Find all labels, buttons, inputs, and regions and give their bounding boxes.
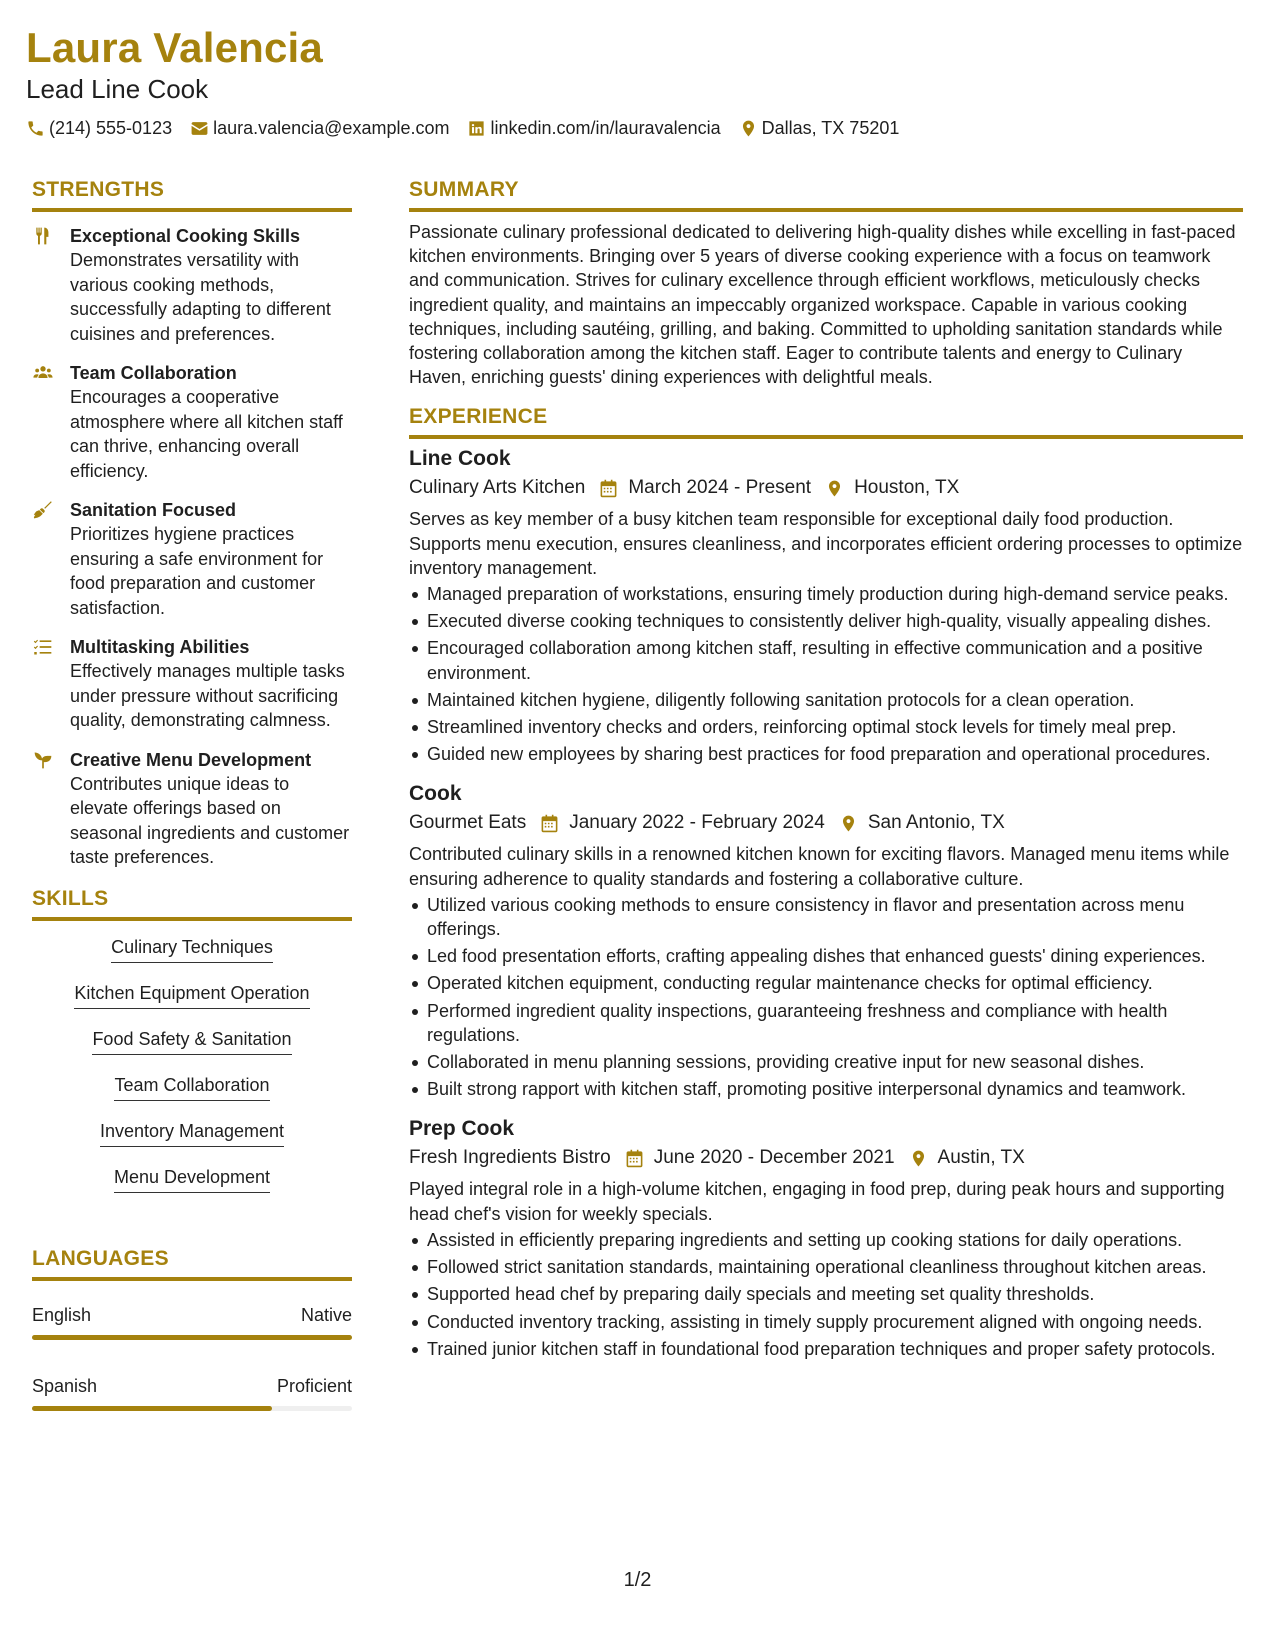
job-bullet: Collaborated in menu planning sessions, providing creative input for new seasonal dishes.	[409, 1050, 1243, 1074]
location-text: Dallas, TX 75201	[761, 118, 900, 138]
skills-heading: SKILLS	[32, 885, 352, 921]
language-item	[32, 1303, 352, 1340]
strength-text: Prioritizes hygiene practices ensuring a safe environment for food preparation and customer satisfaction.	[70, 524, 324, 618]
language-bar	[32, 1406, 352, 1411]
job-dates: March 2024 - Present	[628, 477, 812, 499]
language-bar-fill	[32, 1335, 352, 1340]
users-icon	[32, 363, 54, 383]
strength-heading: Multitasking Abilities	[70, 637, 250, 657]
strengths-heading: STRENGTHS	[32, 176, 352, 212]
language-bar-fill	[32, 1406, 272, 1411]
job-title: Line Cook	[409, 447, 511, 471]
strength-text: Effectively manages multiple tasks under pressure without sacrificing quality, demonstrating calmness.	[70, 661, 345, 730]
job-bullet: Performed ingredient quality inspections, guaranteeing freshness and compliance with health regulations.	[409, 999, 1243, 1047]
summary-section	[409, 176, 1243, 389]
skill-tag: Menu Development	[114, 1165, 270, 1193]
broom-icon	[32, 500, 54, 520]
language-name: English	[32, 1304, 92, 1325]
job-bullet: Trained junior kitchen staff in foundational food preparation techniques and proper safety protocols.	[409, 1337, 1243, 1361]
strength-heading: Exceptional Cooking Skills	[70, 226, 301, 246]
skills-section	[32, 885, 352, 1211]
contact-email[interactable]	[190, 116, 449, 140]
contact-phone[interactable]	[26, 116, 172, 140]
job-location: Houston, TX	[854, 477, 960, 499]
strength-item	[32, 224, 352, 346]
language-level: Native	[300, 1304, 352, 1325]
strength-text: Encourages a cooperative atmosphere where all kitchen staff can thrive, enhancing overall efficiency.	[70, 387, 343, 481]
job-entry	[409, 780, 1243, 1101]
language-name: Spanish	[32, 1375, 98, 1396]
utensils-icon	[32, 226, 54, 246]
skill-tag: Kitchen Equipment Operation	[74, 981, 309, 1009]
phone-icon	[26, 119, 45, 138]
job-company: Fresh Ingredients Bistro	[409, 1147, 611, 1169]
right-column	[409, 176, 1243, 1375]
job-bullet: Utilized various cooking methods to ensure consistency in flavor and presentation across menu offerings.	[409, 893, 1243, 941]
strength-heading: Team Collaboration	[70, 363, 237, 383]
job-description: Contributed culinary skills in a renowned kitchen known for exciting flavors. Managed menu items while ensuring adherence to quality standards and fostering a collaborative culture.	[409, 844, 1230, 889]
strength-item	[32, 748, 352, 870]
contact-bar	[26, 116, 1249, 140]
strength-item	[32, 635, 352, 733]
job-title: Prep Cook	[409, 1117, 515, 1141]
job-company: Culinary Arts Kitchen	[409, 477, 586, 499]
job-dates: June 2020 - December 2021	[653, 1147, 895, 1169]
calendar-icon	[540, 814, 559, 833]
strengths-section	[32, 176, 352, 870]
experience-heading: EXPERIENCE	[409, 403, 1243, 439]
email-text: laura.valencia@example.com	[213, 118, 450, 138]
language-item	[32, 1374, 352, 1411]
contact-location	[739, 116, 900, 140]
languages-section	[32, 1245, 352, 1411]
map-pin-icon	[825, 479, 844, 498]
envelope-icon	[190, 119, 209, 138]
job-dates: January 2022 - February 2024	[569, 812, 825, 834]
summary-heading: SUMMARY	[409, 176, 1243, 212]
seedling-icon	[32, 750, 54, 770]
summary-text: Passionate culinary professional dedicated to delivering high-quality dishes while excelling in fast-paced kitchen environments. Bringing over 5 years of diverse cooking experience with a focus on teamwork and communication. Strives for culinary excellence through efficient workflows, meticulously checks ingredient quality, and maintains an impeccably organized workspace. Capable in various cooking techniques, including sautéing, grilling, and baking. Committed to upholding sanitation standards while fostering collaboration among the kitchen staff. Eager to contribute talents and energy to Culinary Haven, enriching guests' dining experiences with delightful meals.	[409, 222, 1236, 388]
contact-linkedin[interactable]	[467, 116, 720, 140]
job-bullet: Followed strict sanitation standards, maintaining operational cleanliness throughout kitchen areas.	[409, 1255, 1243, 1279]
left-column	[32, 176, 352, 1411]
job-entry	[409, 1115, 1243, 1360]
strength-text: Demonstrates versatility with various cooking methods, successfully adapting to different cuisines and preferences.	[70, 250, 331, 344]
skill-tag: Team Collaboration	[114, 1073, 269, 1101]
job-bullet: Managed preparation of workstations, ensuring timely production during high-demand service peaks.	[409, 582, 1243, 606]
job-bullet: Led food presentation efforts, crafting appealing dishes that enhanced guests' dining experiences.	[409, 944, 1243, 968]
job-company: Gourmet Eats	[409, 812, 527, 834]
calendar-icon	[599, 479, 618, 498]
languages-heading: LANGUAGES	[32, 1245, 352, 1281]
language-level: Proficient	[276, 1375, 352, 1396]
resume-header	[26, 22, 1249, 140]
candidate-title: Lead Line Cook	[26, 74, 209, 104]
job-title: Cook	[409, 782, 462, 806]
map-pin-icon	[739, 119, 758, 138]
job-bullet: Conducted inventory tracking, assisting in timely supply procurement aligned with ongoing needs.	[409, 1310, 1243, 1334]
job-description: Played integral role in a high-volume kitchen, engaging in food prep, during peak hours and supporting head chef's vision for weekly specials.	[409, 1179, 1225, 1224]
job-bullet: Encouraged collaboration among kitchen staff, resulting in effective communication and a positive environment.	[409, 636, 1243, 684]
candidate-name: Laura Valencia	[26, 24, 323, 71]
job-bullet: Operated kitchen equipment, conducting regular maintenance checks for optimal efficiency.	[409, 971, 1243, 995]
job-bullet: Executed diverse cooking techniques to consistently deliver high-quality, visually appealing dishes.	[409, 609, 1243, 633]
job-entry	[409, 445, 1243, 766]
language-bar	[32, 1335, 352, 1340]
strength-item	[32, 498, 352, 620]
strength-item	[32, 361, 352, 483]
phone-text: (214) 555-0123	[49, 118, 173, 138]
linkedin-icon	[467, 119, 486, 138]
job-bullet: Built strong rapport with kitchen staff, promoting positive interpersonal dynamics and teamwork.	[409, 1077, 1243, 1101]
job-location: Austin, TX	[937, 1147, 1025, 1169]
skill-tag: Food Safety & Sanitation	[92, 1027, 291, 1055]
calendar-icon	[625, 1149, 644, 1168]
job-bullet: Supported head chef by preparing daily specials and meeting set quality thresholds.	[409, 1282, 1243, 1306]
job-bullet: Assisted in efficiently preparing ingredients and setting up cooking stations for daily operations.	[409, 1228, 1243, 1252]
job-bullet: Maintained kitchen hygiene, diligently following sanitation protocols for a clean operation.	[409, 688, 1243, 712]
strength-heading: Sanitation Focused	[70, 500, 237, 520]
job-location: San Antonio, TX	[867, 812, 1005, 834]
map-pin-icon	[909, 1149, 928, 1168]
map-pin-icon	[839, 814, 858, 833]
page-number: 1/2	[623, 1569, 652, 1591]
strength-text: Contributes unique ideas to elevate offerings based on seasonal ingredients and customer taste preferences.	[70, 773, 350, 867]
list-check-icon	[32, 637, 54, 657]
linkedin-text: linkedin.com/in/lauravalencia	[490, 118, 721, 138]
strength-heading: Creative Menu Development	[70, 749, 312, 770]
skill-tag: Culinary Techniques	[111, 935, 273, 963]
experience-section	[409, 403, 1243, 1360]
skill-tag: Inventory Management	[100, 1119, 284, 1147]
job-description: Serves as key member of a busy kitchen team responsible for exceptional daily food production. Supports menu execution, ensures cleanliness, and incorporates efficient ordering processes to optimize inventory management.	[409, 509, 1243, 578]
job-bullet: Guided new employees by sharing best practices for food preparation and operational procedures.	[409, 742, 1243, 766]
job-bullet: Streamlined inventory checks and orders, reinforcing optimal stock levels for timely meal prep.	[409, 715, 1243, 739]
